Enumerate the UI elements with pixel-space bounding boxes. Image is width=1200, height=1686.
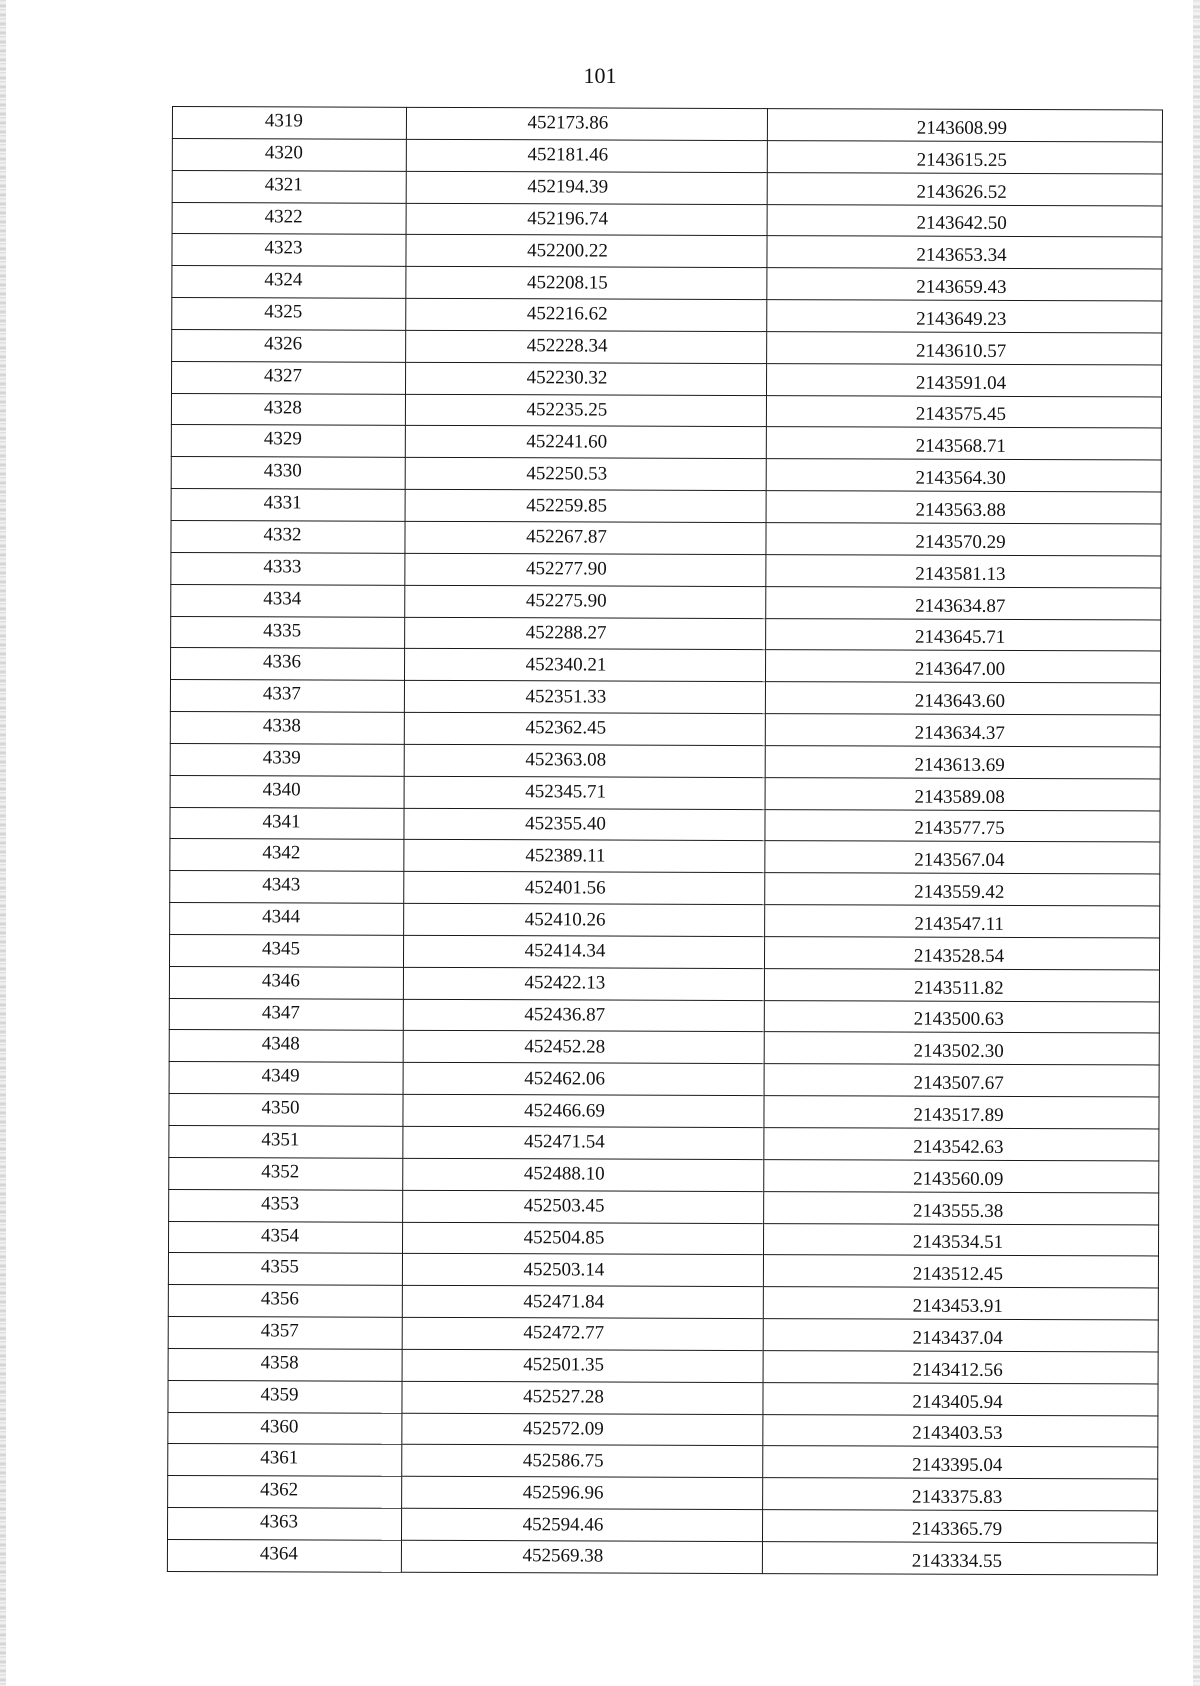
y-coordinate-cell: 2143365.79: [762, 1510, 1157, 1543]
y-coordinate-cell: 2143563.88: [766, 491, 1161, 524]
table-row: [168, 1380, 1158, 1415]
x-coordinate-cell: 452504.85: [402, 1222, 763, 1255]
y-coordinate-cell: 2143634.87: [766, 586, 1161, 619]
y-coordinate-cell: 2143405.94: [763, 1382, 1158, 1415]
table-row: [168, 1317, 1158, 1352]
y-coordinate-cell: 2143642.50: [767, 204, 1162, 237]
y-coordinate-cell: 2143577.75: [765, 809, 1160, 842]
y-coordinate-cell: 2143560.09: [764, 1159, 1159, 1192]
point-number-cell: 4347: [169, 998, 403, 1031]
point-number-cell: 4361: [168, 1444, 402, 1477]
table-row: [172, 266, 1162, 301]
y-coordinate-cell: 2143502.30: [764, 1032, 1159, 1065]
x-coordinate-cell: 452462.06: [403, 1063, 764, 1096]
x-coordinate-cell: 452340.21: [404, 649, 765, 682]
y-coordinate-cell: 2143567.04: [765, 841, 1160, 874]
table-row: [168, 1253, 1158, 1288]
point-number-cell: 4346: [169, 966, 403, 999]
table-row: [171, 361, 1161, 396]
y-coordinate-cell: 2143575.45: [766, 395, 1161, 428]
x-coordinate-cell: 452235.25: [405, 394, 766, 427]
x-coordinate-cell: 452436.87: [403, 999, 764, 1032]
x-coordinate-cell: 452422.13: [403, 967, 764, 1000]
table-row: [170, 839, 1160, 874]
table-row: [168, 1348, 1158, 1383]
point-number-cell: 4345: [169, 934, 403, 967]
x-coordinate-cell: 452503.14: [402, 1254, 763, 1287]
x-coordinate-cell: 452488.10: [403, 1158, 764, 1191]
x-coordinate-cell: 452471.84: [402, 1286, 763, 1319]
x-coordinate-cell: 452503.45: [403, 1190, 764, 1223]
table-row: [170, 775, 1160, 810]
table-row: [171, 616, 1161, 651]
point-number-cell: 4337: [170, 680, 404, 713]
table-row: [169, 1125, 1159, 1160]
x-coordinate-cell: 452569.38: [401, 1540, 762, 1573]
y-coordinate-cell: 2143542.63: [764, 1128, 1159, 1161]
y-coordinate-cell: 2143395.04: [763, 1446, 1158, 1479]
y-coordinate-cell: 2143528.54: [764, 937, 1159, 970]
y-coordinate-cell: 2143555.38: [764, 1191, 1159, 1224]
y-coordinate-cell: 2143570.29: [766, 523, 1161, 556]
x-coordinate-cell: 452501.35: [402, 1349, 763, 1382]
point-number-cell: 4363: [167, 1508, 401, 1541]
x-coordinate-cell: 452401.56: [404, 872, 765, 905]
scan-edge-left: [0, 0, 6, 1686]
table-row: [169, 1030, 1159, 1065]
x-coordinate-cell: 452288.27: [405, 617, 766, 650]
table-row: [171, 552, 1161, 587]
table-row: [170, 743, 1160, 778]
point-number-cell: 4336: [170, 648, 404, 681]
table-row: [171, 489, 1161, 524]
y-coordinate-cell: 2143500.63: [764, 1000, 1159, 1033]
x-coordinate-cell: 452228.34: [406, 330, 767, 363]
x-coordinate-cell: 452241.60: [405, 426, 766, 459]
point-number-cell: 4334: [171, 584, 405, 617]
x-coordinate-cell: 452208.15: [406, 267, 767, 300]
x-coordinate-cell: 452230.32: [405, 362, 766, 395]
point-number-cell: 4328: [171, 393, 405, 426]
point-number-cell: 4325: [172, 298, 406, 331]
x-coordinate-cell: 452267.87: [405, 521, 766, 554]
y-coordinate-cell: 2143507.67: [764, 1064, 1159, 1097]
point-number-cell: 4321: [172, 170, 406, 203]
table-row: [170, 712, 1160, 747]
y-coordinate-cell: 2143559.42: [765, 873, 1160, 906]
x-coordinate-cell: 452277.90: [405, 553, 766, 586]
y-coordinate-cell: 2143534.51: [763, 1223, 1158, 1256]
point-number-cell: 4319: [172, 107, 406, 140]
x-coordinate-cell: 452194.39: [406, 171, 767, 204]
x-coordinate-cell: 452527.28: [402, 1381, 763, 1414]
table-row: [168, 1476, 1158, 1511]
x-coordinate-cell: 452572.09: [402, 1413, 763, 1446]
y-coordinate-cell: 2143610.57: [767, 331, 1162, 364]
y-coordinate-cell: 2143613.69: [765, 745, 1160, 778]
table-row: [168, 1444, 1158, 1479]
x-coordinate-cell: 452275.90: [405, 585, 766, 618]
x-coordinate-cell: 452410.26: [404, 903, 765, 936]
x-coordinate-cell: 452596.96: [402, 1477, 763, 1510]
x-coordinate-cell: 452196.74: [406, 203, 767, 236]
point-number-cell: 4335: [171, 616, 405, 649]
point-number-cell: 4356: [168, 1285, 402, 1318]
x-coordinate-cell: 452414.34: [403, 935, 764, 968]
x-coordinate-cell: 452466.69: [403, 1094, 764, 1127]
y-coordinate-cell: 2143437.04: [763, 1319, 1158, 1352]
table-row: [169, 966, 1159, 1001]
point-number-cell: 4351: [169, 1125, 403, 1158]
x-coordinate-cell: 452363.08: [404, 744, 765, 777]
table-row: [171, 393, 1161, 428]
point-number-cell: 4341: [170, 807, 404, 840]
point-number-cell: 4358: [168, 1348, 402, 1381]
point-number-cell: 4326: [172, 329, 406, 362]
table-row: [171, 584, 1161, 619]
point-number-cell: 4352: [169, 1157, 403, 1190]
coordinate-table: [167, 106, 1163, 1575]
table-row: [171, 425, 1161, 460]
x-coordinate-cell: 452351.33: [404, 681, 765, 714]
point-number-cell: 4329: [171, 425, 405, 458]
y-coordinate-cell: 2143334.55: [762, 1542, 1157, 1575]
y-coordinate-cell: 2143649.23: [767, 300, 1162, 333]
table-row: [172, 298, 1162, 333]
y-coordinate-cell: 2143647.00: [765, 650, 1160, 683]
table-row: [169, 1094, 1159, 1129]
point-number-cell: 4349: [169, 1062, 403, 1095]
point-number-cell: 4324: [172, 266, 406, 299]
table-row: [170, 807, 1160, 842]
table-row: [172, 329, 1162, 364]
table-row: [169, 1157, 1159, 1192]
y-coordinate-cell: 2143626.52: [767, 172, 1162, 205]
point-number-cell: 4350: [169, 1094, 403, 1127]
y-coordinate-cell: 2143547.11: [765, 905, 1160, 938]
x-coordinate-cell: 452471.54: [403, 1126, 764, 1159]
y-coordinate-cell: 2143568.71: [766, 427, 1161, 460]
point-number-cell: 4360: [168, 1412, 402, 1445]
y-coordinate-cell: 2143512.45: [763, 1255, 1158, 1288]
point-number-cell: 4338: [170, 712, 404, 745]
x-coordinate-cell: 452173.86: [406, 107, 767, 140]
point-number-cell: 4340: [170, 775, 404, 808]
table-row: [169, 934, 1159, 969]
table-row: [167, 1539, 1157, 1574]
coordinate-table-body: [167, 107, 1162, 1575]
point-number-cell: 4359: [168, 1380, 402, 1413]
x-coordinate-cell: 452250.53: [405, 458, 766, 491]
x-coordinate-cell: 452594.46: [401, 1508, 762, 1541]
point-number-cell: 4357: [168, 1317, 402, 1350]
point-number-cell: 4330: [171, 457, 405, 490]
table-row: [172, 107, 1162, 142]
table-row: [167, 1508, 1157, 1543]
y-coordinate-cell: 2143634.37: [765, 714, 1160, 747]
table-row: [172, 170, 1162, 205]
point-number-cell: 4333: [171, 552, 405, 585]
page-number: 101: [583, 63, 617, 88]
x-coordinate-cell: 452355.40: [404, 808, 765, 841]
y-coordinate-cell: 2143511.82: [764, 968, 1159, 1001]
x-coordinate-cell: 452345.71: [404, 776, 765, 809]
x-coordinate-cell: 452472.77: [402, 1317, 763, 1350]
x-coordinate-cell: 452389.11: [404, 840, 765, 873]
y-coordinate-cell: 2143659.43: [767, 268, 1162, 301]
point-number-cell: 4332: [171, 520, 405, 553]
x-coordinate-cell: 452362.45: [404, 712, 765, 745]
y-coordinate-cell: 2143453.91: [763, 1287, 1158, 1320]
table-row: [169, 998, 1159, 1033]
table-row: [171, 457, 1161, 492]
y-coordinate-cell: 2143643.60: [765, 682, 1160, 715]
table-row: [168, 1412, 1158, 1447]
table-row: [170, 871, 1160, 906]
x-coordinate-cell: 452586.75: [402, 1445, 763, 1478]
point-number-cell: 4344: [170, 903, 404, 936]
table-row: [169, 1062, 1159, 1097]
point-number-cell: 4342: [170, 839, 404, 872]
y-coordinate-cell: 2143608.99: [767, 109, 1162, 142]
table-row: [170, 648, 1160, 683]
point-number-cell: 4354: [168, 1221, 402, 1254]
point-number-cell: 4343: [170, 871, 404, 904]
x-coordinate-cell: 452200.22: [406, 235, 767, 268]
y-coordinate-cell: 2143375.83: [763, 1478, 1158, 1511]
table-row: [172, 138, 1162, 173]
table-row: [168, 1285, 1158, 1320]
y-coordinate-cell: 2143412.56: [763, 1350, 1158, 1383]
scan-edge-right: [1193, 0, 1200, 1686]
table-row: [172, 234, 1162, 269]
point-number-cell: 4348: [169, 1030, 403, 1063]
table-row: [169, 1189, 1159, 1224]
point-number-cell: 4364: [167, 1539, 401, 1572]
table-row: [170, 680, 1160, 715]
y-coordinate-cell: 2143645.71: [766, 618, 1161, 651]
y-coordinate-cell: 2143591.04: [766, 363, 1161, 396]
table-row: [172, 202, 1162, 237]
point-number-cell: 4362: [168, 1476, 402, 1509]
x-coordinate-cell: 452216.62: [406, 298, 767, 331]
y-coordinate-cell: 2143589.08: [765, 777, 1160, 810]
point-number-cell: 4331: [171, 489, 405, 522]
table-row: [168, 1221, 1158, 1256]
table-row: [171, 520, 1161, 555]
y-coordinate-cell: 2143403.53: [763, 1414, 1158, 1447]
point-number-cell: 4327: [171, 361, 405, 394]
y-coordinate-cell: 2143653.34: [767, 236, 1162, 269]
point-number-cell: 4353: [169, 1189, 403, 1222]
x-coordinate-cell: 452181.46: [406, 139, 767, 172]
point-number-cell: 4339: [170, 743, 404, 776]
table-row: [170, 903, 1160, 938]
point-number-cell: 4320: [172, 138, 406, 171]
y-coordinate-cell: 2143517.89: [764, 1096, 1159, 1129]
y-coordinate-cell: 2143615.25: [767, 140, 1162, 173]
point-number-cell: 4322: [172, 202, 406, 235]
x-coordinate-cell: 452259.85: [405, 489, 766, 522]
y-coordinate-cell: 2143564.30: [766, 459, 1161, 492]
x-coordinate-cell: 452452.28: [403, 1031, 764, 1064]
point-number-cell: 4355: [168, 1253, 402, 1286]
point-number-cell: 4323: [172, 234, 406, 267]
y-coordinate-cell: 2143581.13: [766, 554, 1161, 587]
